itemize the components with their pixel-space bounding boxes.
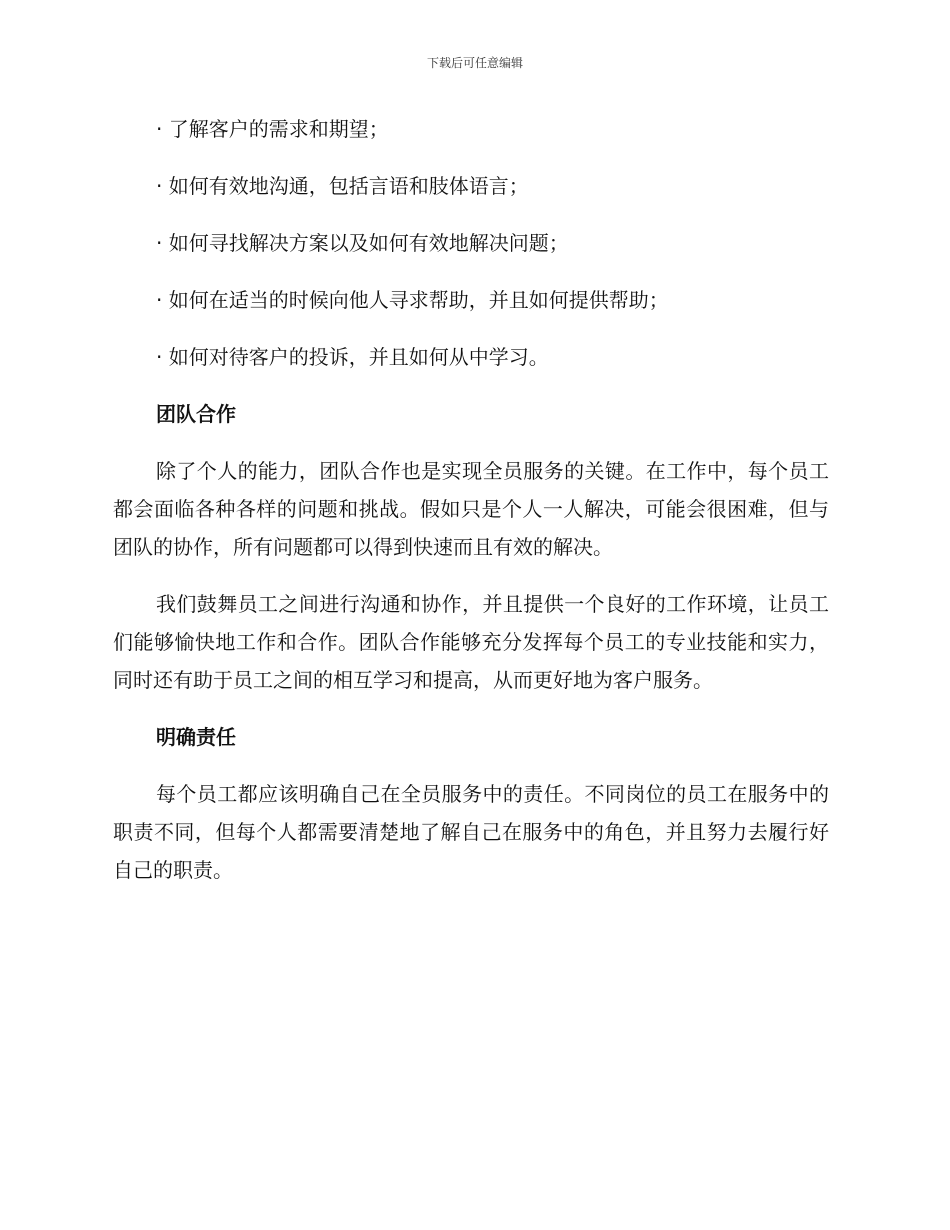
bullet-item: · 如何寻找解决方案以及如何有效地解决问题； xyxy=(156,231,569,255)
bullet-item: · 如何对待客户的投诉，并且如何从中学习。 xyxy=(156,345,549,369)
section-heading-teamwork: 团队合作 xyxy=(156,402,236,426)
header-note: 下载后可任意编辑 xyxy=(426,56,523,70)
bullet-item: · 了解客户的需求和期望； xyxy=(156,117,389,141)
bullet-item: · 如何在适当的时候向他人寻求帮助，并且如何提供帮助； xyxy=(156,288,669,312)
bullet-item: · 如何有效地沟通，包括言语和肢体语言； xyxy=(156,174,529,198)
paragraph: 除了个人的能力，团队合作也是实现全员服务的关键。在工作中，每个员工都会面临各种各样的问题和挑战。假如只是个人一人解决，可能会很困难，但与团队的协作，所有问题都可以得到快速而且有效的解决。 xyxy=(113,459,829,559)
document-body xyxy=(113,110,829,908)
paragraph: 我们鼓舞员工之间进行沟通和协作，并且提供一个良好的工作环境，让员工们能够愉快地工作和合作。团队合作能够充分发挥每个员工的专业技能和实力，同时还有助于员工之间的相互学习和提高，从而更好地为客户服务。 xyxy=(113,592,829,692)
paragraph: 每个员工都应该明确自己在全员服务中的责任。不同岗位的员工在服务中的职责不同，但每个人都需要清楚地了解自己在服务中的角色，并且努力去履行好自己的职责。 xyxy=(113,782,829,882)
section-heading-responsibility: 明确责任 xyxy=(156,725,236,749)
